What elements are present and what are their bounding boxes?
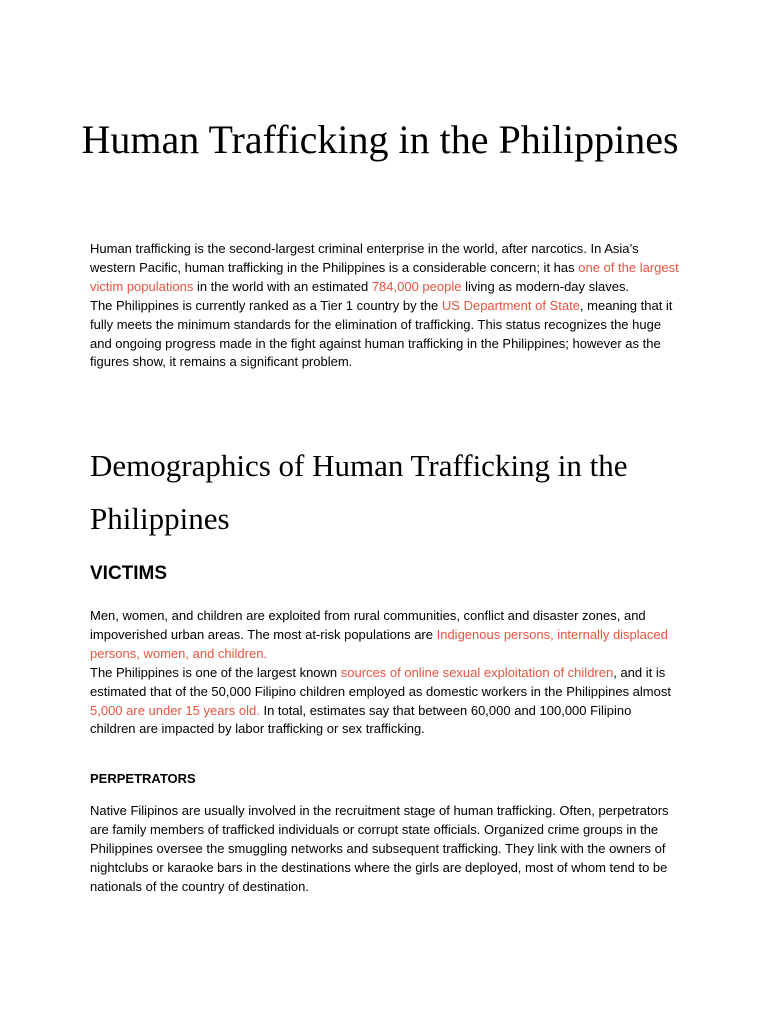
intro-text-e: , meaning that it fully meets the minimum standards for the elimination of trafficking. This status recognizes the huge and ongoing progress made in the fight against human trafficking in the Philippines; however as the figures show, it remains a significant problem. [90, 297, 673, 370]
intro-text-b: in the world with an estimated [193, 278, 372, 294]
intro-section [90, 240, 680, 372]
victims-paragraph-1 [90, 607, 680, 664]
victims-text-c: , and it is estimated that of the 50,000 Filipino children employed as domestic workers in the Philippines almost [90, 664, 671, 699]
victims-text-b: The Philippines is one of the largest known [90, 664, 341, 680]
784000-people-link[interactable]: 784,000 people [371, 278, 462, 294]
page-title: Human Trafficking in the Philippines [81, 117, 679, 162]
at-risk-populations-link[interactable]: Indigenous persons, internally displaced persons, women, and children. [90, 626, 668, 661]
perpetrators-section [90, 802, 680, 897]
perpetrators-heading: PERPETRATORS [90, 771, 196, 786]
intro-text-c: living as modern-day slaves. [461, 278, 630, 294]
perpetrators-paragraph: Native Filipinos are usually involved in the recruitment stage of human trafficking. Often, perpetrators are family members of trafficked individuals or corrupt state officials. Organized crime groups in the Philippines oversee the smuggling networks and subsequent trafficking. They link with the owners of nightclubs or karaoke bars in the destinations where the girls are deployed, most of whom tend to be nationals of the country of destination. [90, 803, 669, 894]
victims-text-a: Men, women, and children are exploited from rural communities, conflict and disaster zones, and impoverished urban areas. The most at-risk populations are [90, 608, 646, 642]
demographics-heading: Demographics of Human Trafficking in the Philippines [90, 448, 628, 536]
intro-text-a: Human trafficking is the second-largest criminal enterprise in the world, after narcotics. In Asia’s western Pacific, human trafficking in the Philippines is a considerable concern; it has [90, 241, 639, 275]
intro-paragraph-1 [90, 240, 680, 297]
us-department-of-state-link[interactable]: US Department of State [441, 297, 580, 313]
victim-populations-link[interactable]: one of the largest victim populations [90, 259, 679, 294]
victims-text-d: In total, estimates say that between 60,000 and 100,000 Filipino children are impacted by labor trafficking or sex trafficking. [90, 702, 632, 737]
intro-text-d: The Philippines is currently ranked as a Tier 1 country by the [90, 297, 442, 313]
under-15-link[interactable]: 5,000 are under 15 years old. [90, 702, 260, 718]
victims-heading: VICTIMS [90, 563, 168, 584]
online-exploitation-link[interactable]: sources of online sexual exploitation of children [340, 664, 614, 680]
victims-section [90, 607, 680, 739]
victims-paragraph-2 [90, 664, 680, 740]
intro-paragraph-2 [90, 297, 680, 373]
